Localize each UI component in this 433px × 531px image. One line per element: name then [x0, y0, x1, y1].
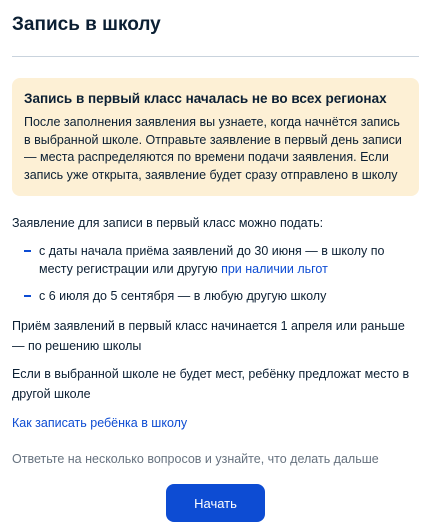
- list-bullet: [24, 250, 31, 252]
- how-to-enroll-link[interactable]: Как записать ребёнка в школу: [12, 416, 188, 430]
- questions-hint: Ответьте на несколько вопросов и узнайте, что делать дальше: [12, 452, 379, 466]
- list-bullet: [24, 295, 31, 297]
- notice-text: После заполнения заявления вы узнаете, когда начнётся запись в выбранной школе. Отправьте заявление в первый день записи — места распределяются по времени подачи заявления. Если запись уже открыта, заявление будет сразу отправлено в школу: [24, 115, 402, 182]
- intro-text: Заявление для записи в первый класс можно подать:: [12, 216, 324, 230]
- start-button[interactable]: Начать: [166, 484, 265, 522]
- list-item-text: с 6 июля до 5 сентября — в любую другую школу: [39, 289, 327, 303]
- notice-title: Запись в первый класс началась не во всех регионах: [24, 91, 387, 106]
- page-title: Запись в школу: [12, 14, 161, 35]
- list-item-text: с даты начала приёма заявлений до 30 июня — в школу по месту регистрации или другую: [39, 244, 385, 276]
- list-item: [24, 242, 419, 278]
- warning-notice: [12, 78, 419, 196]
- header-divider: [12, 56, 419, 57]
- no-places-text: Если в выбранной школе не будет мест, ребёнку предложат место в другой школе: [12, 367, 410, 401]
- applications-start-text: Приём заявлений в первый класс начинается 1 апреля или раньше — по решению школы: [12, 319, 405, 353]
- benefits-link[interactable]: при наличии льгот: [221, 262, 328, 276]
- list-item: [24, 287, 419, 305]
